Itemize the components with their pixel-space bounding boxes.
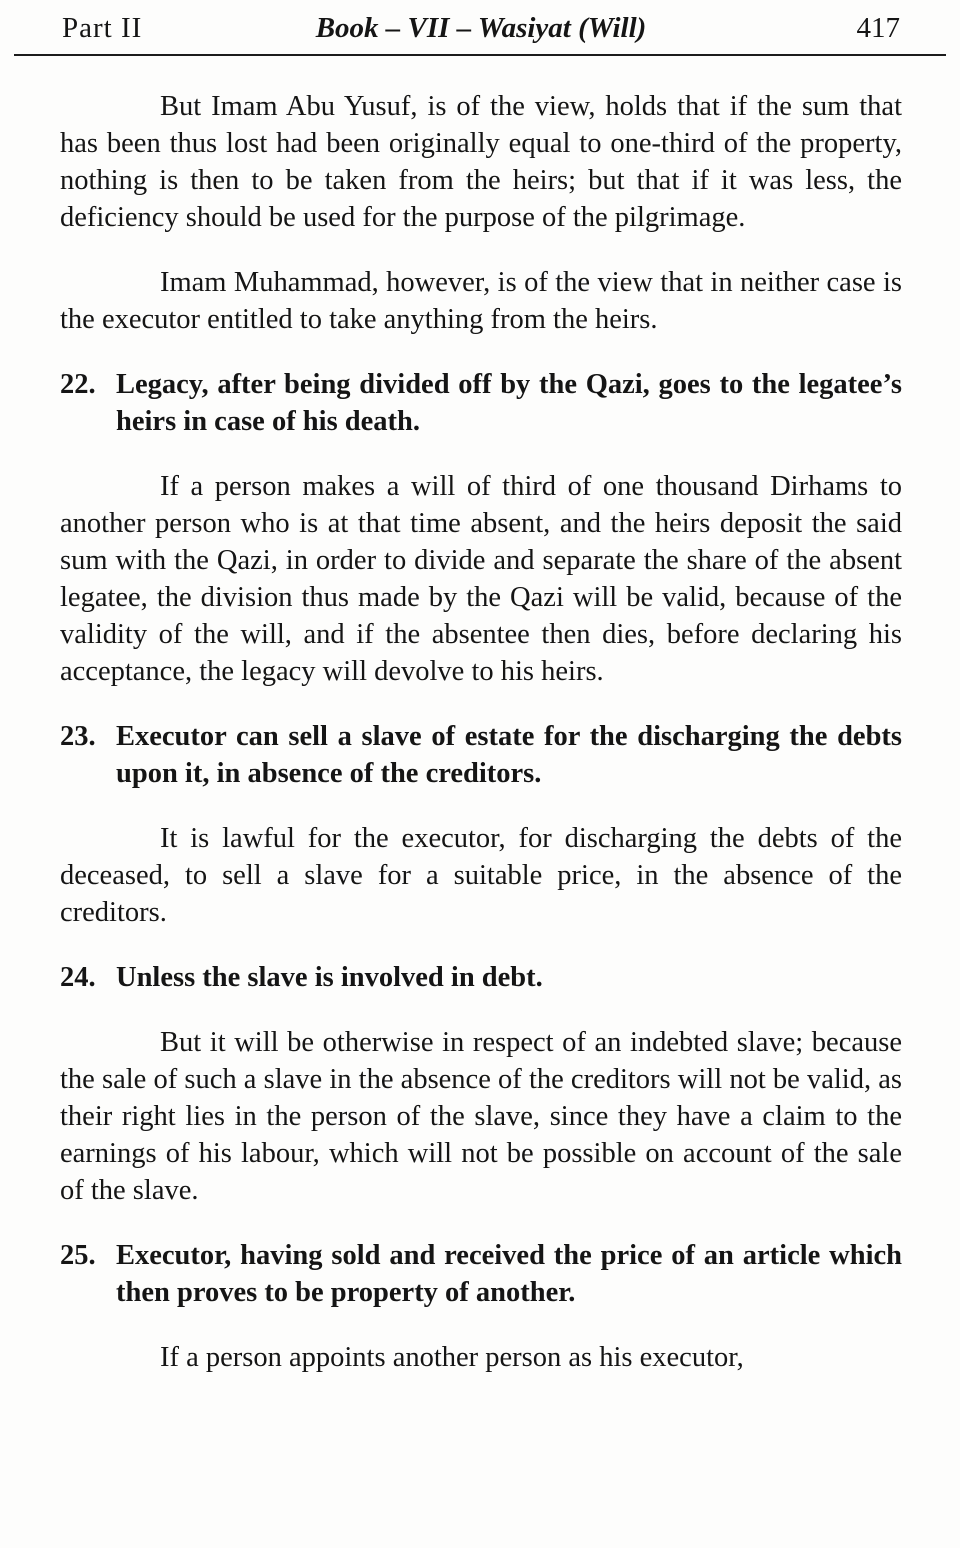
heading-number: 23. [60, 721, 96, 752]
paragraph-section-23: It is lawful for the executor, for discharging the debts of the deceased, to sell a slave for a suitable price, in the absence of the creditors. [60, 823, 902, 928]
page-header [60, 8, 902, 52]
book-title: Book – VII – Wasiyat (Will) [315, 12, 647, 44]
paragraph-section-25: If a person appoints another person as his executor, [160, 1342, 744, 1373]
page-number: 417 [856, 12, 900, 44]
heading-number: 22. [60, 369, 96, 400]
page-body [60, 88, 902, 1376]
heading-number: 25. [60, 1240, 96, 1271]
paragraph-imam-muhammad: Imam Muhammad, however, is of the view that in neither case is the executor entitled to take anything from the heirs. [60, 267, 902, 335]
paragraph-section-24: But it will be otherwise in respect of an indebted slave; because the sale of such a slave in the absence of the creditors will not be valid, as their right lies in the person of the slave, since they have a claim to the earnings of his labour, which will not be possible on account of the sale of the slave. [60, 1027, 902, 1206]
part-label: Part II [62, 12, 143, 44]
section-heading-22 [60, 366, 902, 440]
heading-text: Legacy, after being divided off by the Qazi, goes to the legatee’s heirs in case of his death. [116, 369, 902, 437]
paragraph-section-22: If a person makes a will of third of one thousand Dirhams to another person who is at that time absent, and the heirs deposit the said sum with the Qazi, in order to divide and separate the share of the absent legatee, the division thus made by the Qazi will be valid, because of the validity of the will, and if the absentee then dies, before declaring his acceptance, the legacy will devolve to his heirs. [60, 471, 902, 687]
section-heading-25 [60, 1237, 902, 1311]
header-rule [14, 54, 946, 56]
heading-number: 24. [60, 962, 96, 993]
section-heading-23 [60, 718, 902, 792]
section-heading-24 [60, 959, 902, 996]
heading-text: Unless the slave is involved in debt. [116, 962, 543, 993]
paragraph-abu-yusuf: But Imam Abu Yusuf, is of the view, holds that if the sum that has been thus lost had been originally equal to one-third of the property, nothing is then to be taken from the heirs; but that if it was less, the deficiency should be used for the purpose of the pilgrimage. [60, 91, 902, 233]
heading-text: Executor, having sold and received the price of an article which then proves to be property of another. [116, 1240, 902, 1308]
heading-text: Executor can sell a slave of estate for the discharging the debts upon it, in absence of the creditors. [116, 721, 902, 789]
